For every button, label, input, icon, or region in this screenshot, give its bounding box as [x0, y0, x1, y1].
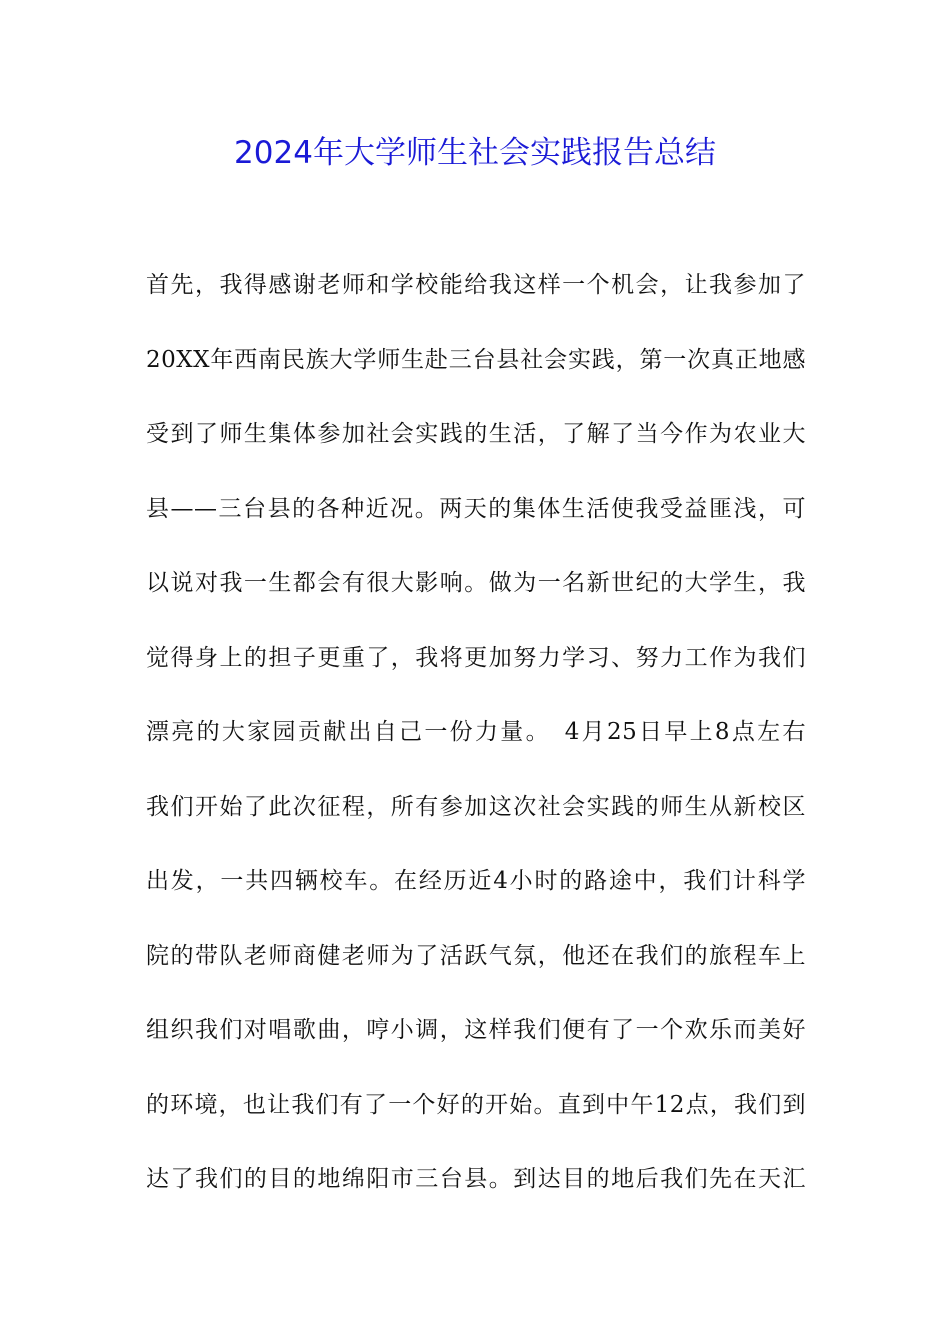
body-line: 县——三台县的各种近况。两天的集体生活使我受益匪浅，可	[146, 495, 806, 522]
body-line: 觉得身上的担子更重了，我将更加努力学习、努力工作为我们	[146, 644, 806, 671]
body-line: 漂亮的大家园贡献出自己一份力量。 4月25日早上8点左右	[146, 719, 806, 745]
body-line: 的环境，也让我们有了一个好的开始。直到中午12点，我们到	[146, 1091, 806, 1118]
body-line: 达了我们的目的地绵阳市三台县。到达目的地后我们先在天汇	[146, 1166, 806, 1192]
body-line: 院的带队老师商健老师为了活跃气氛，他还在我们的旅程车上	[146, 942, 806, 969]
document-title: 2024年大学师生社会实践报告总结	[234, 135, 716, 171]
body-line: 我们开始了此次征程，所有参加这次社会实践的师生从新校区	[146, 793, 806, 820]
body-line: 组织我们对唱歌曲，哼小调，这样我们便有了一个欢乐而美好	[146, 1017, 806, 1043]
body-line: 以说对我一生都会有很大影响。做为一名新世纪的大学生，我	[146, 570, 806, 596]
body-line: 出发，一共四辆校车。在经历近4小时的路途中，我们计科学	[146, 868, 806, 894]
document-body	[146, 262, 806, 1231]
body-line: 20XX年西南民族大学师生赴三台县社会实践，第一次真正地感	[146, 346, 806, 373]
body-line: 受到了师生集体参加社会实践的生活，了解了当今作为农业大	[146, 421, 806, 447]
body-line: 首先，我得感谢老师和学校能给我这样一个机会，让我参加了	[146, 272, 806, 298]
